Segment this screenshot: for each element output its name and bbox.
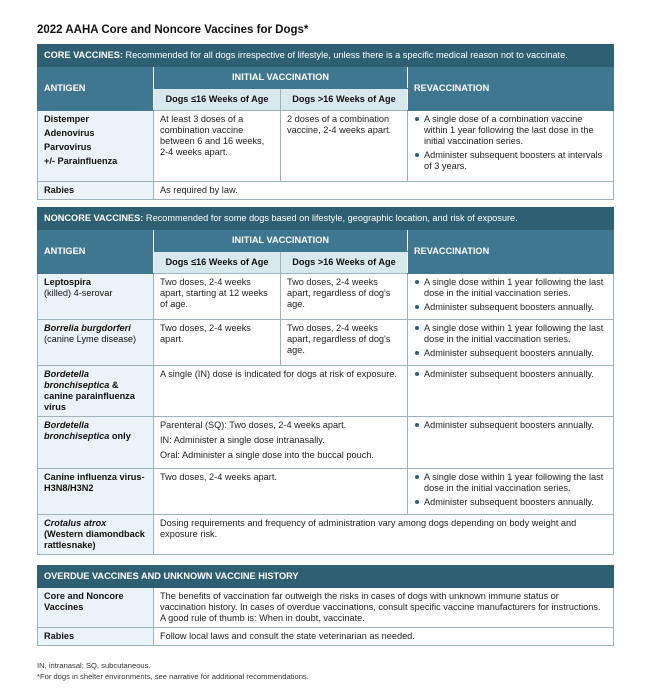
noncore-vaccines-header: NONCORE VACCINES: Recommended for some dogs based on lifestyle, geographic location, and risk of exposure. xyxy=(38,208,614,230)
sub-under-16-weeks: Dogs ≤16 Weeks of Age xyxy=(154,89,281,111)
over-16-cell: 2 doses of a combination vaccine, 2-4 weeks apart. xyxy=(281,111,408,182)
footnotes xyxy=(37,660,613,682)
antigen-cell: Canine influenza virus-H3N8/H3N2 xyxy=(38,469,154,515)
sub-over-16-weeks: Dogs >16 Weeks of Age xyxy=(281,252,408,274)
overdue-vaccines-header: OVERDUE VACCINES AND UNKNOWN VACCINE HISTORY xyxy=(38,566,614,588)
over-16-cell: Two doses, 2-4 weeks apart, regardless of dog's age. xyxy=(281,274,408,320)
list-item: Administer subsequent boosters annually. xyxy=(414,348,607,359)
initial-cell: Two doses, 2-4 weeks apart. xyxy=(154,469,408,515)
under-16-cell: Two doses, 2-4 weeks apart, starting at 12 weeks of age. xyxy=(154,274,281,320)
table-row xyxy=(38,274,614,320)
antigen-cell: Rabies xyxy=(38,628,154,646)
revaccination-cell xyxy=(408,366,614,417)
footnote: IN, intranasal; SQ, subcutaneous. xyxy=(37,661,151,670)
initial-cell: Dosing requirements and frequency of administration vary among dogs depending on body weight and exposure risk. xyxy=(154,515,614,555)
col-revaccination: REVACCINATION xyxy=(408,230,614,274)
revaccination-cell xyxy=(408,320,614,366)
under-16-cell: At least 3 doses of a combination vaccine between 6 and 16 weeks, 2-4 weeks apart. xyxy=(154,111,281,182)
initial-cell: A single (IN) dose is indicated for dogs at risk of exposure. xyxy=(154,366,408,417)
col-initial-vaccination: INITIAL VACCINATION xyxy=(154,230,408,252)
table-row xyxy=(38,515,614,555)
list-item: A single dose within 1 year following the last dose in the initial vaccination series. xyxy=(414,277,607,299)
antigen-cell: Core and Noncore Vaccines xyxy=(38,588,154,628)
col-antigen: ANTIGEN xyxy=(38,67,154,111)
revaccination-cell xyxy=(408,469,614,515)
sub-under-16-weeks: Dogs ≤16 Weeks of Age xyxy=(154,252,281,274)
table-row xyxy=(38,182,614,200)
list-item: Administer subsequent boosters annually. xyxy=(414,497,607,508)
list-item: A single dose of a combination vaccine within 1 year following the last dose in the initial vaccination series. xyxy=(414,114,607,147)
table-row xyxy=(38,628,614,646)
list-item: A single dose within 1 year following the last dose in the initial vaccination series. xyxy=(414,472,607,494)
col-initial-vaccination: INITIAL VACCINATION xyxy=(154,67,408,89)
list-item: Administer subsequent boosters at intervals of 3 years. xyxy=(414,150,607,172)
sub-over-16-weeks: Dogs >16 Weeks of Age xyxy=(281,89,408,111)
antigen-cell: Distemper Adenovirus Parvovirus +/- Parainfluenza xyxy=(38,111,154,182)
table-row xyxy=(38,588,614,628)
revaccination-cell xyxy=(408,417,614,469)
initial-cell: As required by law. xyxy=(154,182,614,200)
table-row xyxy=(38,111,614,182)
core-vaccines-header: CORE VACCINES: Recommended for all dogs irrespective of lifestyle, unless there is a specific medical reason not to vaccinate. xyxy=(38,45,614,67)
list-item: Administer subsequent boosters annually. xyxy=(414,302,607,313)
antigen-cell: Bordetella bronchiseptica only xyxy=(38,417,154,469)
revaccination-cell xyxy=(408,274,614,320)
table-row xyxy=(38,469,614,515)
antigen-cell: Bordetella bronchiseptica & canine parainfluenza virus xyxy=(38,366,154,417)
under-16-cell: Two doses, 2-4 weeks apart. xyxy=(154,320,281,366)
antigen-cell: Borrelia burgdorferi (canine Lyme disease) xyxy=(38,320,154,366)
antigen-cell: Crotalus atrox (Western diamondback rattlesnake) xyxy=(38,515,154,555)
revaccination-cell xyxy=(408,111,614,182)
antigen-cell: Rabies xyxy=(38,182,154,200)
table-row xyxy=(38,320,614,366)
list-item: Administer subsequent boosters annually. xyxy=(414,369,607,380)
over-16-cell: Two doses, 2-4 weeks apart, regardless of dog's age. xyxy=(281,320,408,366)
list-item: Administer subsequent boosters annually. xyxy=(414,420,607,431)
overdue-text-cell: The benefits of vaccination far outweigh the risks in cases of dogs with unknown immune status or vaccination history. In cases of overdue vaccinations, consult specific vaccine manufacturers for instructions. A good rule of thumb is: When in doubt, vaccinate. xyxy=(154,588,614,628)
col-antigen: ANTIGEN xyxy=(38,230,154,274)
list-item: A single dose within 1 year following the last dose in the initial vaccination series. xyxy=(414,323,607,345)
overdue-text-cell: Follow local laws and consult the state veterinarian as needed. xyxy=(154,628,614,646)
noncore-vaccines-table xyxy=(37,207,614,555)
core-vaccines-table xyxy=(37,44,614,200)
initial-cell: Parenteral (SQ): Two doses, 2-4 weeks apart. IN: Administer a single dose intranasally. Oral: Administer a single dose into the buccal pouch. xyxy=(154,417,408,469)
footnote: *For dogs in shelter environments, see narrative for additional recommendations. xyxy=(37,672,309,681)
overdue-vaccines-table xyxy=(37,565,614,646)
antigen-cell: Leptospira (killed) 4-serovar xyxy=(38,274,154,320)
document-title: 2022 AAHA Core and Noncore Vaccines for Dogs* xyxy=(37,24,309,36)
table-row xyxy=(38,366,614,417)
col-revaccination: REVACCINATION xyxy=(408,67,614,111)
table-row xyxy=(38,417,614,469)
